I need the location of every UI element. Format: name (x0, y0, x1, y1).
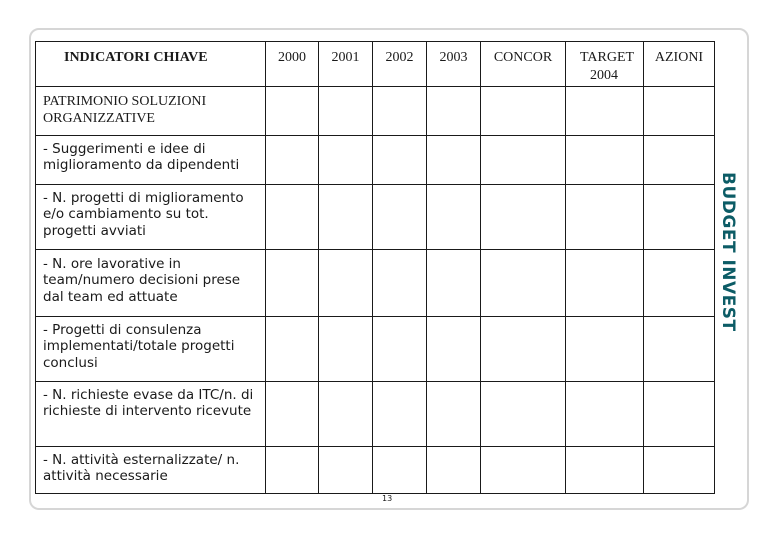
grid-line (480, 41, 481, 494)
grid-line (318, 41, 319, 494)
col-header-concor: CONCOR (493, 50, 553, 65)
grid-line (372, 41, 373, 494)
table-row: - N. attività esternalizzate/ n. attività necessarie (43, 452, 240, 485)
table-row: - Progetti di consulenza implementati/totale progetti conclusi (43, 322, 235, 371)
col-header-azioni: AZIONI (654, 50, 704, 65)
col-header-target-2004: TARGET 2004 (580, 50, 635, 83)
grid-line (35, 446, 715, 447)
page-number: 13 (382, 494, 393, 503)
side-label: BUDGET INVEST (718, 172, 738, 332)
grid-line (35, 184, 715, 185)
grid-line (35, 381, 715, 382)
grid-line (35, 86, 715, 87)
col-header-2000: 2000 (278, 50, 306, 65)
table-row: - Suggerimenti e idee di miglioramento da dipendenti (43, 141, 240, 174)
col-header-2002: 2002 (385, 50, 414, 65)
grid-line (35, 316, 715, 317)
grid-line (35, 249, 715, 250)
table-row: - N. ore lavorative in team/numero decisioni prese dal team ed attuate (43, 256, 241, 305)
grid-line (714, 41, 715, 494)
table-row: - N. progetti di miglioramento e/o cambiamento su tot. progetti avviati (43, 190, 244, 239)
grid-line (35, 41, 715, 42)
grid-line (35, 41, 36, 494)
grid-line (265, 41, 266, 494)
section-title: PATRIMONIO SOLUZIONI ORGANIZZATIVE (43, 94, 207, 127)
grid-line (35, 135, 715, 136)
grid-line (643, 41, 644, 494)
grid-line (426, 41, 427, 494)
grid-line (565, 41, 566, 494)
col-header-2003: 2003 (439, 50, 468, 65)
table-title: INDICATORI CHIAVE (64, 50, 208, 65)
col-header-2001: 2001 (331, 50, 360, 65)
table-row: - N. richieste evase da ITC/n. di richieste di intervento ricevute (43, 387, 254, 420)
grid-line (35, 493, 715, 494)
